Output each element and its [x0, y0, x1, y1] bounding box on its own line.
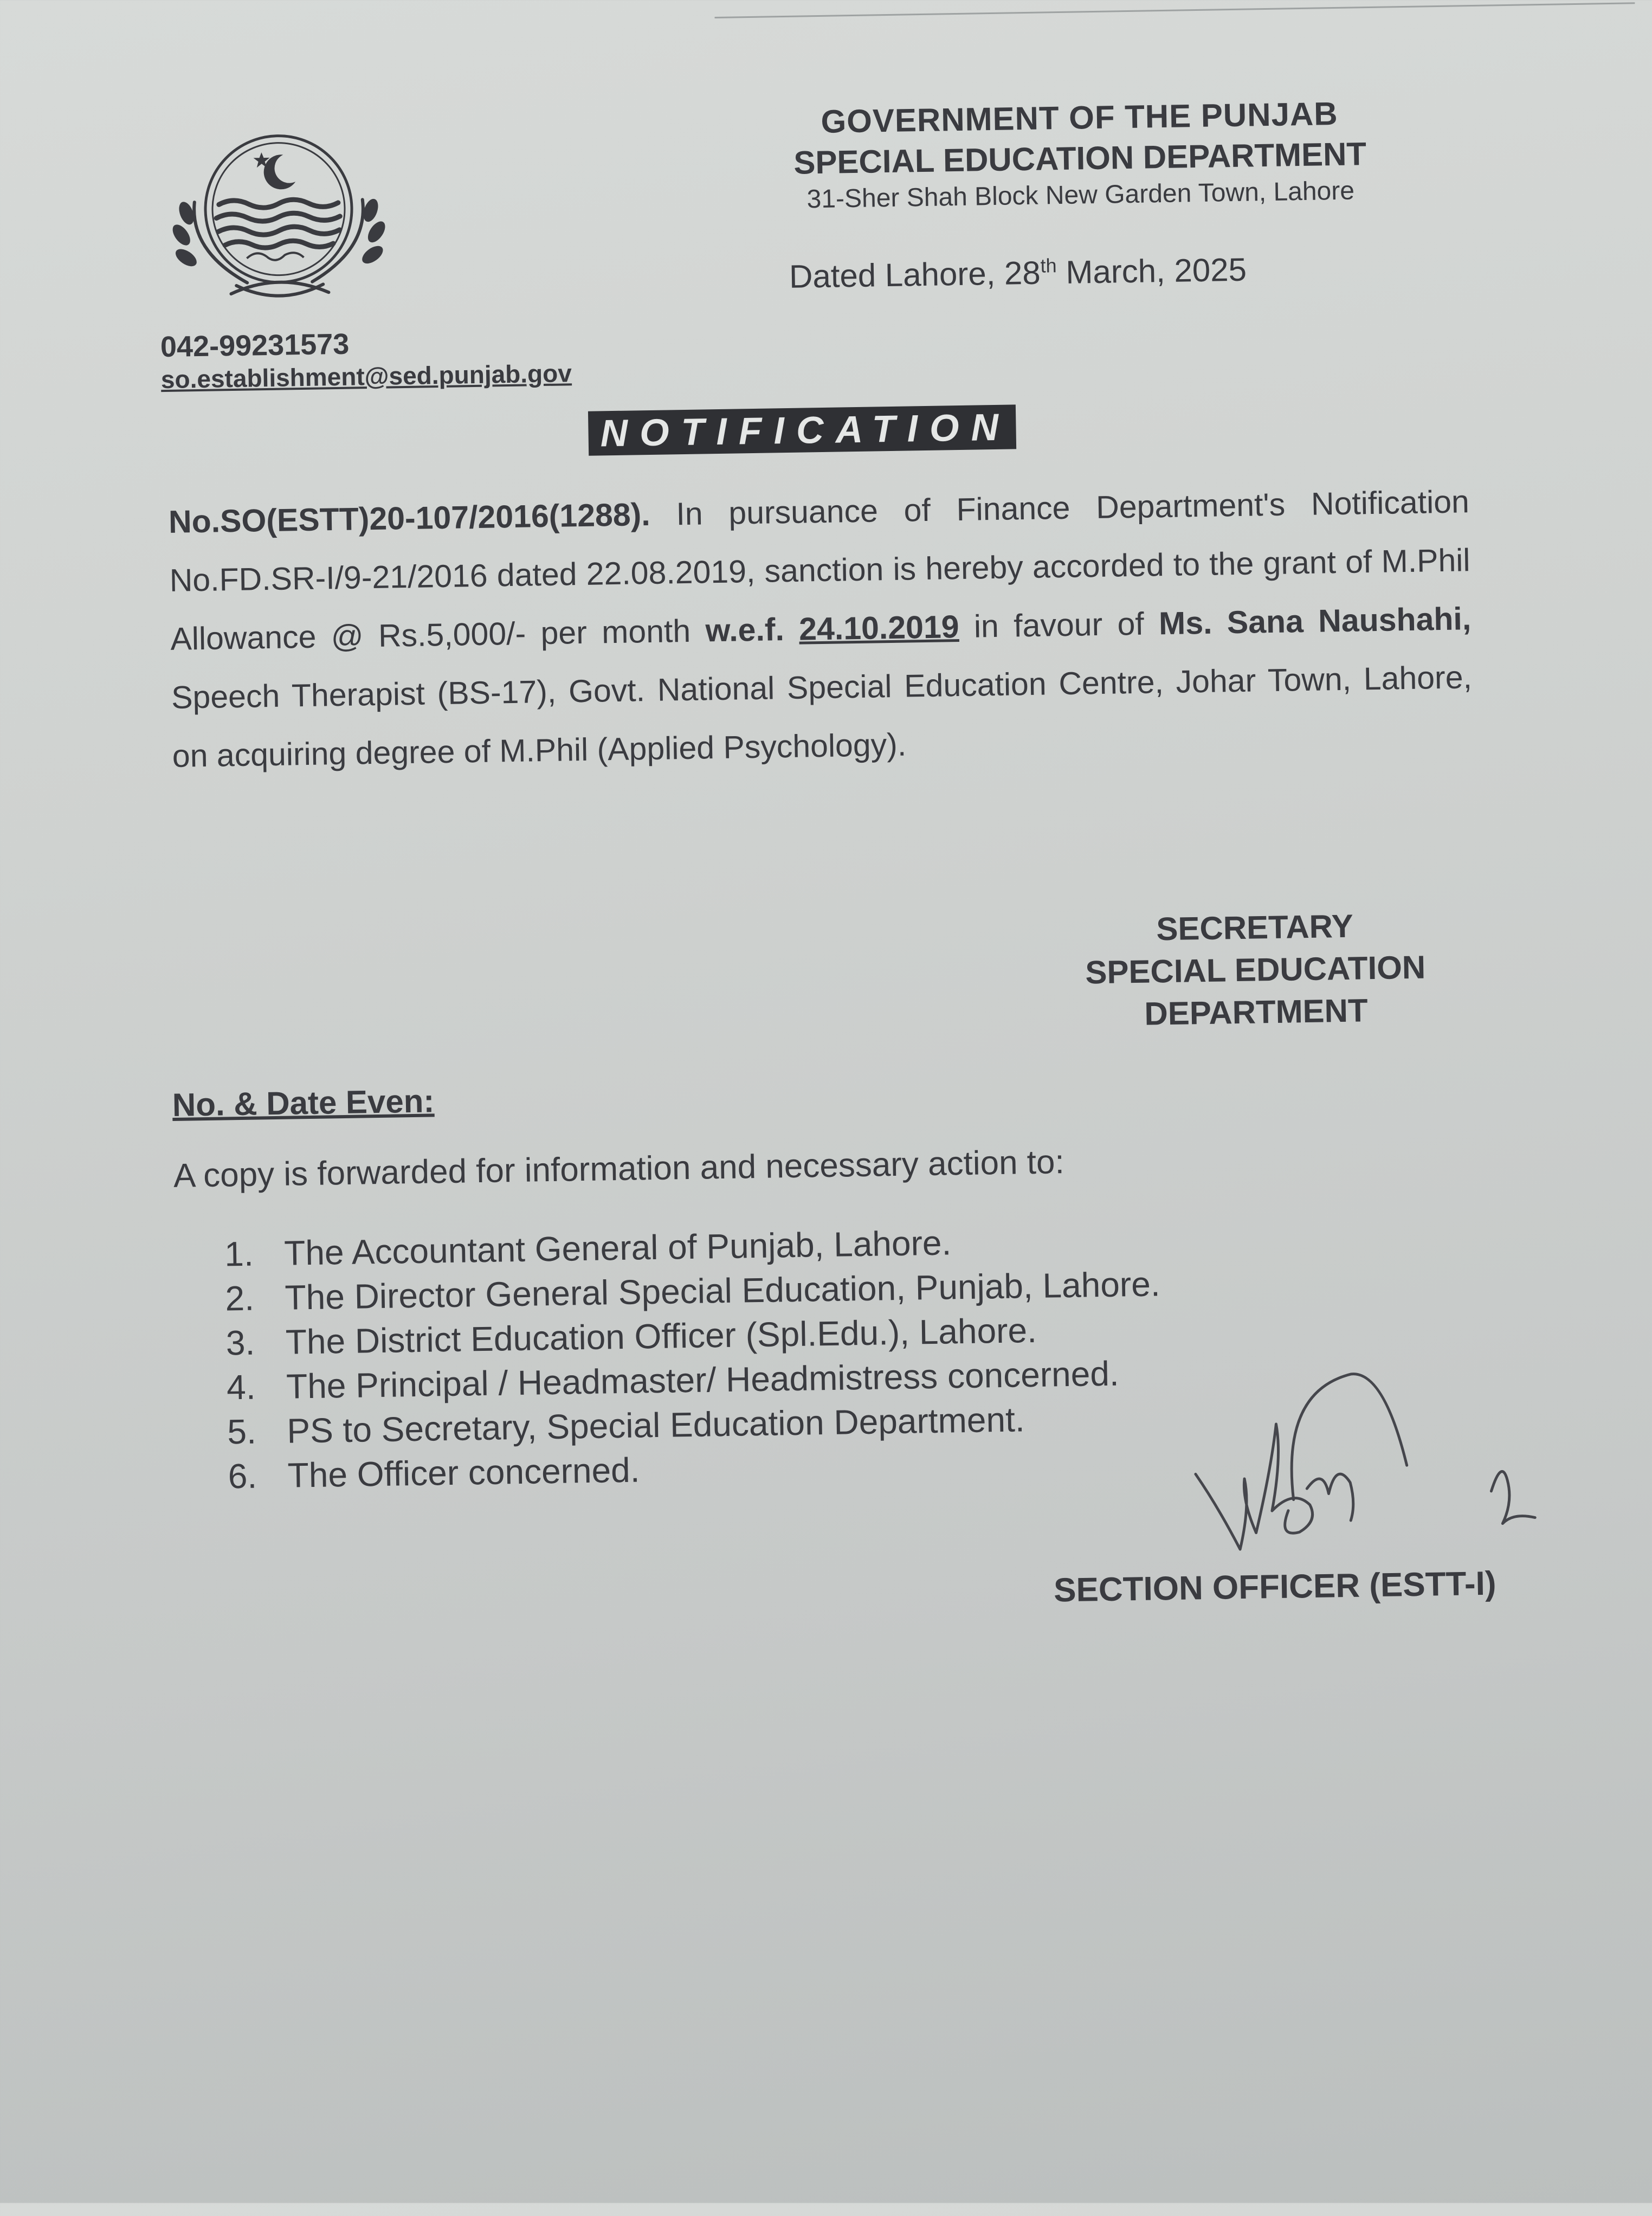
department-name: SPECIAL EDUCATION DEPARTMENT [793, 136, 1367, 181]
letterhead [732, 93, 1428, 215]
secretary-line-1: SECRETARY [1156, 907, 1354, 948]
wef-label: w.e.f. [705, 611, 785, 649]
copy-forwarded-line: A copy is forwarded for information and necessary action to: [173, 1143, 1065, 1195]
body-text-1: In pursuance of Finance Department's Notification No.FD.SR-I/9-21/2016 dated 22.08.2019, sanction is hereby accorded to the grant of M.Phil Allowance @ Rs.5,000/- per month [169, 484, 1470, 657]
section-officer-designation: SECTION OFFICER (ESTT-I) [1053, 1564, 1496, 1609]
punjab-government-emblem [164, 128, 394, 317]
list-text: The Officer concerned. [287, 1450, 641, 1495]
phone-number: 042-99231573 [160, 327, 350, 364]
list-number: 4. [226, 1367, 256, 1407]
date-line [789, 251, 1247, 295]
date-suffix: March, 2025 [1056, 251, 1247, 291]
notification-body [168, 472, 1473, 785]
no-date-even-heading: No. & Date Even: [172, 1083, 435, 1123]
email-address: so.establishment@sed.punjab.gov [160, 359, 572, 394]
secretary-block [1011, 903, 1501, 1037]
list-text: The Principal / Headmaster/ Headmistress concerned. [286, 1354, 1120, 1406]
list-text: The District Education Officer (Spl.Edu.), Lahore. [285, 1310, 1037, 1362]
date-superscript: th [1040, 254, 1057, 277]
body-text-3: Speech Therapist (BS-17), Govt. National Special Education Centre, Johar Town, Lahore, on acquiring degree of M.Phil (Applied Psychology). [171, 659, 1473, 774]
secretary-line-2: SPECIAL EDUCATION [1085, 949, 1426, 991]
list-text: The Director General Special Education, Punjab, Lahore. [284, 1264, 1161, 1317]
date-prefix: Dated Lahore, 28 [789, 254, 1041, 295]
list-number: 2. [225, 1278, 255, 1318]
list-number: 6. [228, 1456, 257, 1496]
secretary-line-3: DEPARTMENT [1144, 992, 1369, 1032]
list-number: 1. [224, 1234, 254, 1274]
paper-edge-line [715, 2, 1635, 18]
body-text-2: in favour of [958, 605, 1159, 645]
list-text: The Accountant General of Punjab, Lahore. [283, 1223, 952, 1273]
recipient-list [224, 1217, 1164, 1498]
handwritten-signature [1186, 1355, 1558, 1577]
government-name: GOVERNMENT OF THE PUNJAB [821, 95, 1339, 140]
employee-name: Ms. Sana Naushahi, [1158, 601, 1472, 642]
notification-title: NOTIFICATION [588, 404, 1016, 455]
contact-block [160, 324, 572, 394]
list-number: 3. [225, 1323, 255, 1363]
list-number: 5. [227, 1412, 257, 1452]
list-text: PS to Secretary, Special Education Department. [286, 1400, 1025, 1451]
department-address: 31-Sher Shah Block New Garden Town, Lahore [806, 176, 1355, 214]
reference-number: No.SO(ESTT)20-107/2016(1288). [168, 496, 651, 540]
effective-date: 24.10.2019 [798, 609, 960, 647]
